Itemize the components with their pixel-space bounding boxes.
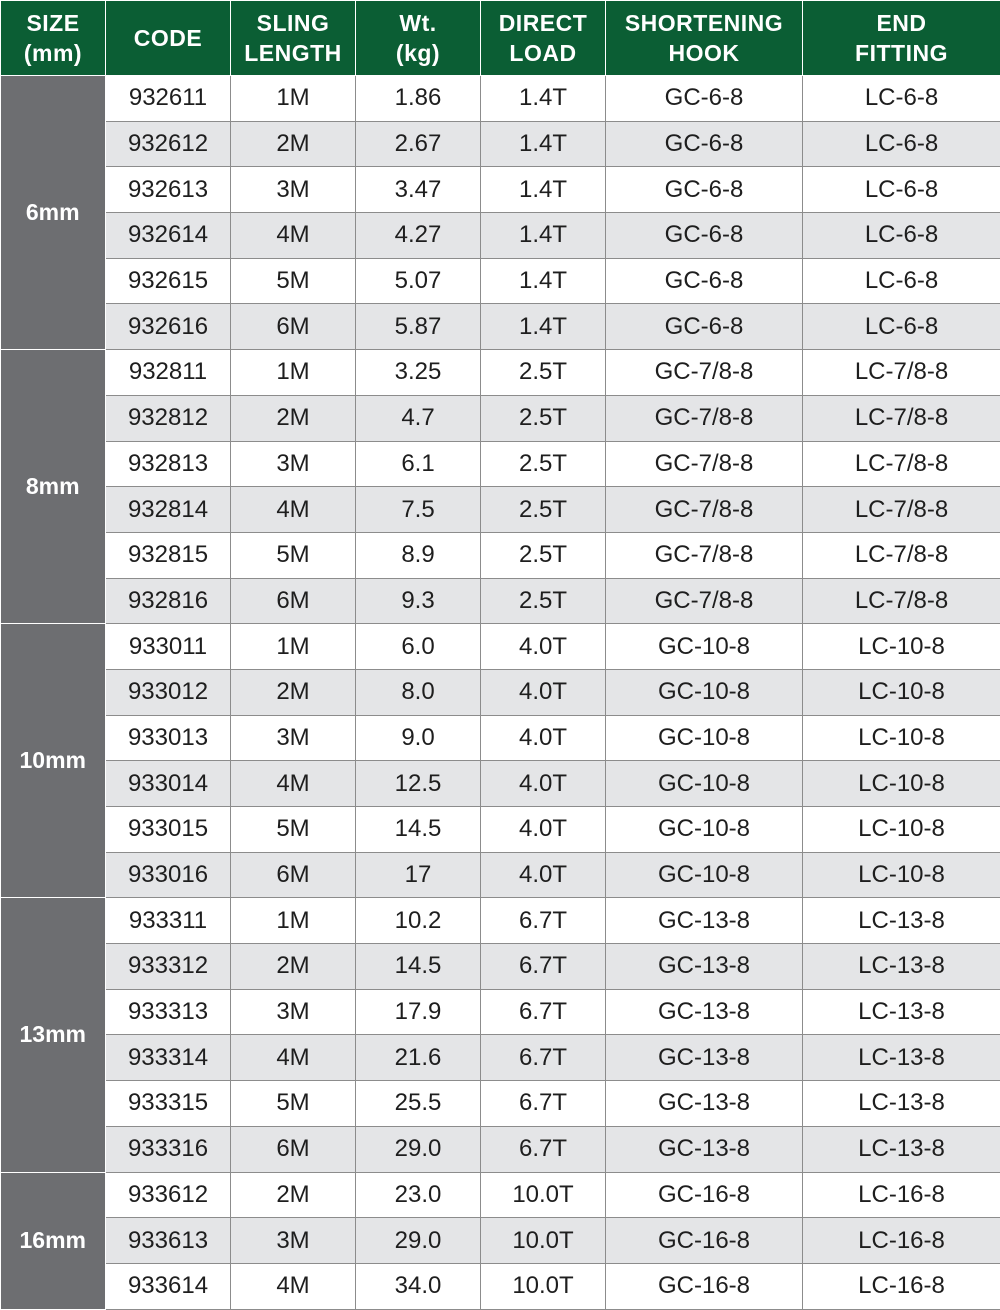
direct-load-cell: 6.7T [481,1035,606,1081]
direct-load-cell: 6.7T [481,1081,606,1127]
weight-cell: 34.0 [356,1263,481,1309]
table-row [1,944,1000,990]
sling-length-cell: 3M [231,715,356,761]
end-fitting-cell: LC-7/8-8 [803,350,1000,396]
weight-cell: 29.0 [356,1218,481,1264]
sling-length-cell: 4M [231,1263,356,1309]
shortening-hook-cell: GC-10-8 [606,669,803,715]
code-cell: 932814 [106,487,231,533]
code-cell: 933011 [106,624,231,670]
shortening-hook-cell: GC-7/8-8 [606,441,803,487]
end-fitting-cell: LC-13-8 [803,1126,1000,1172]
end-fitting-cell: LC-10-8 [803,761,1000,807]
shortening-hook-cell: GC-16-8 [606,1218,803,1264]
end-fitting-cell: LC-10-8 [803,852,1000,898]
sling-length-cell: 3M [231,1218,356,1264]
shortening-hook-cell: GC-6-8 [606,304,803,350]
table-row [1,441,1000,487]
end-fitting-cell: LC-10-8 [803,669,1000,715]
code-cell: 933315 [106,1081,231,1127]
shortening-hook-cell: GC-6-8 [606,167,803,213]
end-fitting-cell: LC-10-8 [803,715,1000,761]
sling-length-cell: 3M [231,167,356,213]
shortening-hook-cell: GC-10-8 [606,715,803,761]
end-fitting-cell: LC-16-8 [803,1263,1000,1309]
header-size: SIZE (mm) [1,1,106,76]
sling-length-cell: 3M [231,441,356,487]
weight-cell: 17.9 [356,989,481,1035]
end-fitting-cell: LC-7/8-8 [803,578,1000,624]
weight-cell: 7.5 [356,487,481,533]
weight-cell: 6.1 [356,441,481,487]
code-cell: 933014 [106,761,231,807]
sling-length-cell: 5M [231,1081,356,1127]
weight-cell: 14.5 [356,807,481,853]
end-fitting-cell: LC-13-8 [803,1035,1000,1081]
direct-load-cell: 1.4T [481,76,606,122]
code-cell: 932614 [106,213,231,259]
table-body [1,76,1000,1310]
size-group-cell: 8mm [1,350,106,624]
header-weight: Wt. (kg) [356,1,481,76]
size-group-cell: 16mm [1,1172,106,1309]
weight-cell: 8.9 [356,532,481,578]
direct-load-cell: 2.5T [481,441,606,487]
sling-length-cell: 1M [231,350,356,396]
shortening-hook-cell: GC-10-8 [606,807,803,853]
shortening-hook-cell: GC-13-8 [606,1035,803,1081]
weight-cell: 25.5 [356,1081,481,1127]
table-row [1,121,1000,167]
sling-length-cell: 6M [231,304,356,350]
direct-load-cell: 1.4T [481,167,606,213]
weight-cell: 9.3 [356,578,481,624]
table-row [1,1218,1000,1264]
shortening-hook-cell: GC-7/8-8 [606,350,803,396]
direct-load-cell: 6.7T [481,989,606,1035]
table-row [1,852,1000,898]
end-fitting-cell: LC-6-8 [803,213,1000,259]
table-row [1,76,1000,122]
end-fitting-cell: LC-6-8 [803,121,1000,167]
weight-cell: 1.86 [356,76,481,122]
table-row [1,213,1000,259]
table-row [1,167,1000,213]
weight-cell: 4.7 [356,395,481,441]
shortening-hook-cell: GC-6-8 [606,76,803,122]
direct-load-cell: 4.0T [481,669,606,715]
direct-load-cell: 4.0T [481,624,606,670]
sling-length-cell: 1M [231,76,356,122]
sling-length-cell: 1M [231,624,356,670]
sling-length-cell: 1M [231,898,356,944]
end-fitting-cell: LC-6-8 [803,76,1000,122]
code-cell: 933016 [106,852,231,898]
table-row [1,350,1000,396]
direct-load-cell: 4.0T [481,715,606,761]
code-cell: 933612 [106,1172,231,1218]
table-row [1,487,1000,533]
shortening-hook-cell: GC-6-8 [606,121,803,167]
direct-load-cell: 1.4T [481,213,606,259]
shortening-hook-cell: GC-16-8 [606,1172,803,1218]
end-fitting-cell: LC-6-8 [803,304,1000,350]
table-row [1,1035,1000,1081]
direct-load-cell: 2.5T [481,350,606,396]
end-fitting-cell: LC-6-8 [803,167,1000,213]
end-fitting-cell: LC-16-8 [803,1172,1000,1218]
header-shortening-hook: SHORTENING HOOK [606,1,803,76]
code-cell: 933311 [106,898,231,944]
weight-cell: 6.0 [356,624,481,670]
table-row [1,1081,1000,1127]
table-row [1,304,1000,350]
shortening-hook-cell: GC-7/8-8 [606,487,803,533]
direct-load-cell: 4.0T [481,852,606,898]
table-row [1,898,1000,944]
weight-cell: 12.5 [356,761,481,807]
direct-load-cell: 10.0T [481,1218,606,1264]
table-row [1,807,1000,853]
shortening-hook-cell: GC-6-8 [606,258,803,304]
end-fitting-cell: LC-13-8 [803,989,1000,1035]
table-row [1,715,1000,761]
direct-load-cell: 1.4T [481,258,606,304]
sling-length-cell: 6M [231,852,356,898]
code-cell: 932812 [106,395,231,441]
end-fitting-cell: LC-10-8 [803,807,1000,853]
end-fitting-cell: LC-7/8-8 [803,441,1000,487]
size-group-cell: 10mm [1,624,106,898]
shortening-hook-cell: GC-7/8-8 [606,395,803,441]
header-end-fitting: END FITTING [803,1,1000,76]
direct-load-cell: 1.4T [481,304,606,350]
shortening-hook-cell: GC-10-8 [606,624,803,670]
code-cell: 933015 [106,807,231,853]
direct-load-cell: 10.0T [481,1172,606,1218]
weight-cell: 2.67 [356,121,481,167]
code-cell: 933614 [106,1263,231,1309]
direct-load-cell: 2.5T [481,532,606,578]
sling-length-cell: 2M [231,669,356,715]
weight-cell: 14.5 [356,944,481,990]
weight-cell: 3.47 [356,167,481,213]
shortening-hook-cell: GC-13-8 [606,1081,803,1127]
code-cell: 932815 [106,532,231,578]
table-row [1,761,1000,807]
code-cell: 933316 [106,1126,231,1172]
code-cell: 932816 [106,578,231,624]
sling-length-cell: 2M [231,944,356,990]
sling-length-cell: 2M [231,1172,356,1218]
direct-load-cell: 2.5T [481,487,606,533]
sling-length-cell: 4M [231,213,356,259]
direct-load-cell: 6.7T [481,1126,606,1172]
shortening-hook-cell: GC-6-8 [606,213,803,259]
weight-cell: 8.0 [356,669,481,715]
shortening-hook-cell: GC-13-8 [606,989,803,1035]
code-cell: 932613 [106,167,231,213]
table-row [1,669,1000,715]
end-fitting-cell: LC-13-8 [803,944,1000,990]
sling-length-cell: 4M [231,487,356,533]
table-row [1,578,1000,624]
shortening-hook-cell: GC-10-8 [606,852,803,898]
end-fitting-cell: LC-10-8 [803,624,1000,670]
table-row [1,624,1000,670]
sling-length-cell: 5M [231,532,356,578]
code-cell: 933313 [106,989,231,1035]
header-sling-length: SLING LENGTH [231,1,356,76]
code-cell: 932612 [106,121,231,167]
code-cell: 933613 [106,1218,231,1264]
weight-cell: 17 [356,852,481,898]
code-cell: 933013 [106,715,231,761]
code-cell: 933012 [106,669,231,715]
direct-load-cell: 10.0T [481,1263,606,1309]
weight-cell: 10.2 [356,898,481,944]
direct-load-cell: 6.7T [481,898,606,944]
header-direct-load: DIRECT LOAD [481,1,606,76]
table-row [1,532,1000,578]
weight-cell: 4.27 [356,213,481,259]
end-fitting-cell: LC-13-8 [803,898,1000,944]
table-row [1,1263,1000,1309]
table-row [1,258,1000,304]
code-cell: 932611 [106,76,231,122]
table-row [1,395,1000,441]
table-row [1,989,1000,1035]
end-fitting-cell: LC-7/8-8 [803,532,1000,578]
code-cell: 932811 [106,350,231,396]
weight-cell: 29.0 [356,1126,481,1172]
table-row [1,1172,1000,1218]
shortening-hook-cell: GC-7/8-8 [606,578,803,624]
direct-load-cell: 1.4T [481,121,606,167]
sling-length-cell: 2M [231,121,356,167]
end-fitting-cell: LC-13-8 [803,1081,1000,1127]
sling-length-cell: 5M [231,258,356,304]
weight-cell: 3.25 [356,350,481,396]
shortening-hook-cell: GC-13-8 [606,1126,803,1172]
end-fitting-cell: LC-7/8-8 [803,487,1000,533]
code-cell: 932616 [106,304,231,350]
shortening-hook-cell: GC-7/8-8 [606,532,803,578]
weight-cell: 23.0 [356,1172,481,1218]
shortening-hook-cell: GC-13-8 [606,898,803,944]
sling-length-cell: 5M [231,807,356,853]
header-code: CODE [106,1,231,76]
shortening-hook-cell: GC-10-8 [606,761,803,807]
size-group-cell: 13mm [1,898,106,1172]
direct-load-cell: 2.5T [481,395,606,441]
code-cell: 932813 [106,441,231,487]
shortening-hook-cell: GC-13-8 [606,944,803,990]
header-row [1,1,1000,76]
code-cell: 932615 [106,258,231,304]
sling-length-cell: 4M [231,1035,356,1081]
sling-length-cell: 6M [231,1126,356,1172]
table-row [1,1126,1000,1172]
direct-load-cell: 6.7T [481,944,606,990]
end-fitting-cell: LC-7/8-8 [803,395,1000,441]
code-cell: 933312 [106,944,231,990]
weight-cell: 5.07 [356,258,481,304]
weight-cell: 9.0 [356,715,481,761]
direct-load-cell: 2.5T [481,578,606,624]
sling-length-cell: 4M [231,761,356,807]
end-fitting-cell: LC-16-8 [803,1218,1000,1264]
code-cell: 933314 [106,1035,231,1081]
sling-length-cell: 2M [231,395,356,441]
sling-length-cell: 3M [231,989,356,1035]
weight-cell: 5.87 [356,304,481,350]
size-group-cell: 6mm [1,76,106,350]
sling-length-cell: 6M [231,578,356,624]
weight-cell: 21.6 [356,1035,481,1081]
end-fitting-cell: LC-6-8 [803,258,1000,304]
direct-load-cell: 4.0T [481,807,606,853]
direct-load-cell: 4.0T [481,761,606,807]
shortening-hook-cell: GC-16-8 [606,1263,803,1309]
